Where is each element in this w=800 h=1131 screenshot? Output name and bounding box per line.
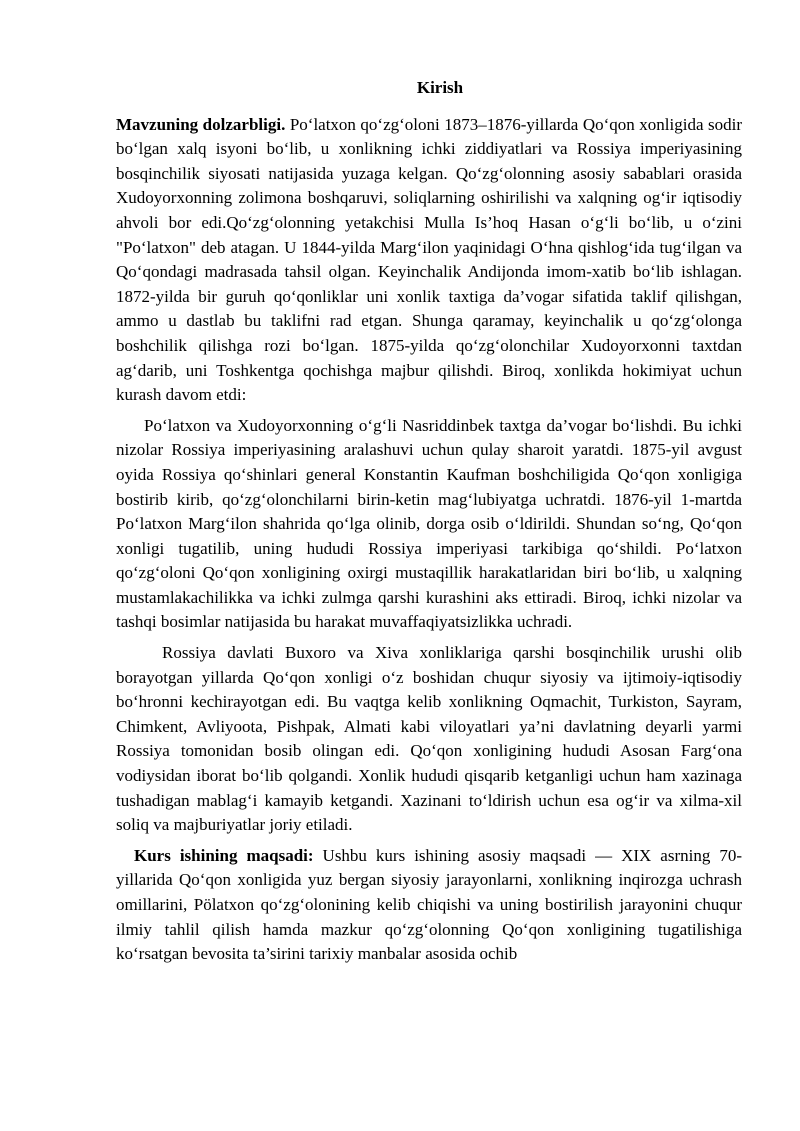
goal-heading: Kurs ishining maqsadi: <box>134 845 314 865</box>
crisis-text: Rossiya davlati Buxoro va Xiva xonliklariga qarshi bosqinchilik urushi olib borayotgan yillarda Qo‘qon xonligi o‘z boshidan chuqur siyosiy va ijtimoiy-iqtisodiy bo‘hronni kechirayotgan edi. Bu vaqtga kelib xonlikning Oqmachit, Turkiston, Sayram, Chimkent, Avliyoota, Pishpak, Almati kabi viloyatlari ya’ni davlatning deyarli yarmi Rossiya tomonidan bosib olingan edi. Qo‘qon xonligining hududi Asosan Farg‘ona vodiysidan iborat bo‘lib qolgandi. Xonlik hududi qisqarib ketganligi uchun ham xazinaga tushadigan mablag‘i kamayib ketgandi. Xazinani to‘ldirish uchun esa og‘ir va xilma-xil soliq va majburiyatlar joriy etiladi. <box>116 643 742 835</box>
paragraph-crisis <box>116 641 742 838</box>
paragraph-conflict <box>116 414 742 635</box>
paragraph-relevance <box>116 113 742 408</box>
relevance-text: Po‘latxon qo‘zg‘oloni 1873–1876-yillarda Qo‘qon xonligida sodir bo‘lgan xalq isyoni bo‘lib, u xonlikning ichki ziddiyatlari va Rossiya imperiyasining bosqinchilik siyosati natijasida yuzaga kelgan. Qo‘zg‘olonning asosiy sabablari orasida Xudoyorxonning zolimona boshqaruvi, soliqlarning oshirilishi va xalqning og‘ir iqtisodiy ahvoli bor edi.Qo‘zg‘olonning yetakchisi Mulla Is’hoq Hasan o‘g‘li bo‘lib, u o‘zini "Po‘latxon" deb atagan. U 1844-yilda Marg‘ilon yaqinidagi O‘hna qishlog‘ida tug‘ilgan va Qo‘qondagi madrasada tahsil olgan. Keyinchalik Andijonda imom-xatib bo‘lib ishlagan. 1872-yilda bir guruh qo‘qonliklar uni xonlik taxtiga da’vogar sifatida taklif qilishgan, ammo u dastlab bu taklifni rad etgan. Shunga qaramay, keyinchalik u qo‘zg‘olonga boshchilik qilishga rozi bo‘lgan. 1875-yilda qo‘zg‘olonchilar Xudoyorxonni taxtdan ag‘darib, uni Toshkentga qochishga majbur qilishdi. Biroq, xonlikda hokimiyat uchun kurash davom etdi: <box>116 114 742 405</box>
conflict-text: Po‘latxon va Xudoyorxonning o‘g‘li Nasriddinbek taxtga da’vogar bo‘lishdi. Bu ichki nizolar Rossiya imperiyasining aralashuvi uchun qulay sharoit yaratdi. 1875-yil avgust oyida Rossiya qo‘shinlari general Konstantin Kaufman boshchiligida Qo‘qon xonligiga bostirib kirib, qo‘zg‘olonchilarni birin-ketin mag‘lubiyatga uchratdi. 1876-yil 1-martda Po‘latxon Marg‘ilon shahrida qo‘lga olinib, dorga osib o‘ldirildi. Shundan so‘ng, Qo‘qon xonligi tugatilib, uning hududi Rossiya imperiyasi tarkibiga qo‘shildi. Po‘latxon qo‘zg‘oloni Qo‘qon xonligining oxirgi mustaqillik harakatlaridan biri bo‘lib, u xalqning mustamlakachilikka va ichki zulmga qarshi kurashini aks ettiradi. Biroq, ichki nizolar va tashqi bosimlar natijasida bu harakat muvaffaqiyatsizlikka uchradi. <box>116 415 742 632</box>
page-title: Kirish <box>416 78 464 97</box>
paragraph-goal <box>116 844 742 967</box>
relevance-heading: Mavzuning dolzarbligi. <box>116 114 286 134</box>
document-page <box>116 76 742 967</box>
goal-text: Ushbu kurs ishining asosiy maqsadi — XIX asrning 70-yillarida Qo‘qon xonligida yuz bergan siyosiy jarayonlarni, xonlikning inqirozga uchrash omillarini, Pölatxon qo‘zg‘olonining kelib chiqishi va uning bostirilish jarayonini chuqur ilmiy tahlil qilish hamda mazkur qo‘zg‘olonning Qo‘qon xonligining tugatilishiga ko‘rsatgan bevosita ta’sirini tarixiy manbalar asosida ochib <box>116 845 742 964</box>
